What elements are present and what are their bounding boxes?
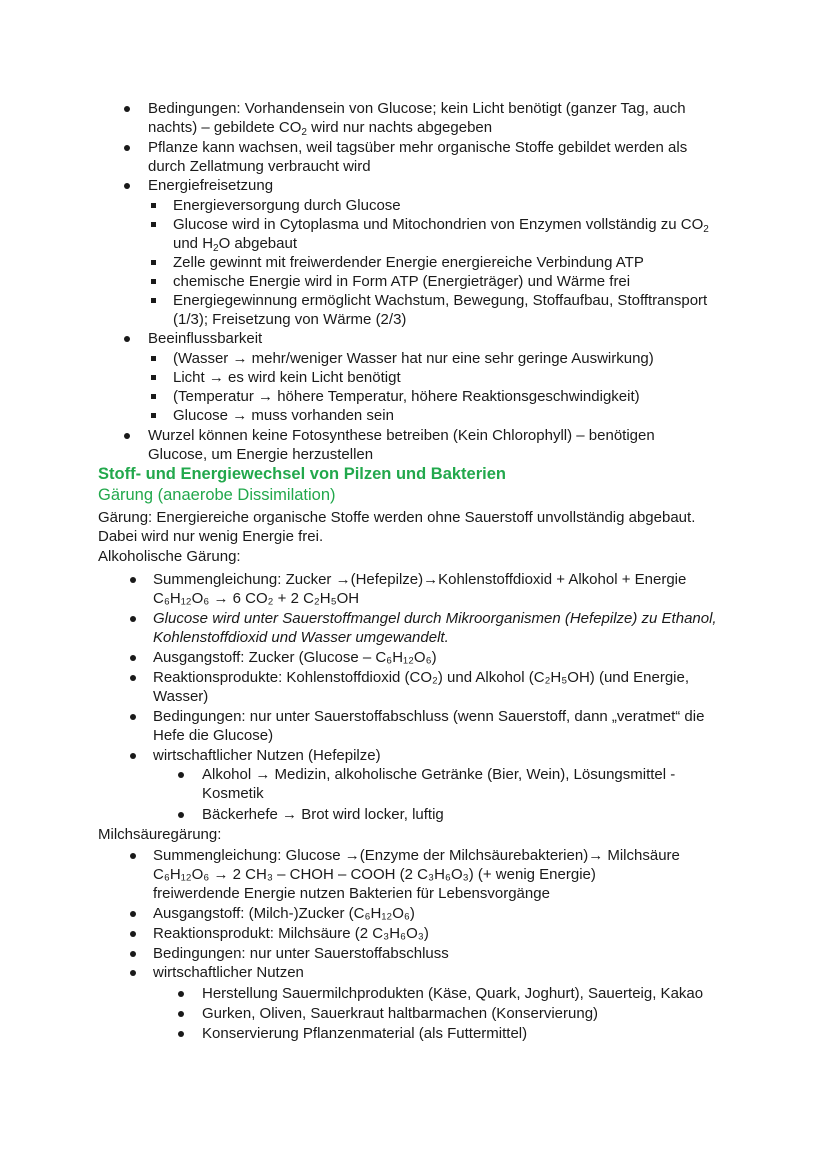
text-line: (1/3); Freisetzung von Wärme (2/3) <box>173 311 407 328</box>
text-line: Glucose wird in Cytoplasma und Mitochondrien von Enzymen vollständig zu $CO_2$ <box>173 216 709 235</box>
text-line: Licht → es wird kein Licht benötigt <box>173 369 401 386</box>
text-line: Dabei wird nur wenig Energie frei. <box>98 528 324 545</box>
text-line: wirtschaftlicher Nutzen (Hefepilze) <box>153 747 381 764</box>
bullet-square-icon <box>151 356 156 361</box>
text-line: Reaktionsprodukte: Kohlenstoffdioxid (CO₂) und Alkohol (C₂H₅OH) (und Energie, <box>153 669 690 686</box>
text-line: C₆H₁₂O₆ → 2 CH₃ – CHOH – COOH (2 C₃H₆O₃) (+ wenig Energie) <box>153 866 596 883</box>
text-line: nachts) – gebildete $CO_2$ wird nur nachts abgegeben <box>148 119 493 138</box>
bullet-dot-icon <box>178 1011 184 1017</box>
section-subheading: Gärung (anaerobe Dissimilation) <box>98 486 336 504</box>
text-line: Kosmetik <box>202 785 264 802</box>
text-line: Bäckerhefe → Brot wird locker, luftig <box>202 806 444 823</box>
text-line: (Wasser → mehr/weniger Wasser hat nur eine sehr geringe Auswirkung) <box>173 350 654 367</box>
text-line: Energiefreisetzung <box>148 177 274 194</box>
text-line: Summengleichung: Zucker →(Hefepilze)→Kohlenstoffdioxid + Alkohol + Energie <box>153 571 687 588</box>
text-line: Hefe die Glucose) <box>153 727 274 744</box>
text-line: Energieversorgung durch Glucose <box>173 197 401 214</box>
bullet-square-icon <box>151 394 156 399</box>
bullet-square-icon <box>151 375 156 380</box>
text-line: Bedingungen: nur unter Sauerstoffabschluss <box>153 945 449 962</box>
bullet-dot-icon <box>130 853 136 859</box>
text-line: Konservierung Pflanzenmaterial (als Futtermittel) <box>202 1025 528 1042</box>
bullet-square-icon <box>151 260 156 265</box>
section-heading: Stoff- und Energiewechsel von Pilzen und Bakterien <box>98 465 506 483</box>
text-line: Bedingungen: nur unter Sauerstoffabschluss (wenn Sauerstoff, dann „veratmet“ die <box>153 708 705 725</box>
bullet-dot-icon <box>124 145 130 151</box>
text-line: Glucose, um Energie herzustellen <box>148 446 374 463</box>
text-line: Ausgangstoff: (Milch-)Zucker (C₆H₁₂O₆) <box>153 905 415 922</box>
bullet-square-icon <box>151 279 156 284</box>
bullet-dot-icon <box>130 951 136 957</box>
text-line: Wasser) <box>153 688 209 705</box>
bullet-dot-icon <box>130 577 136 583</box>
text-line: Reaktionsprodukt: Milchsäure (2 C₃H₆O₃) <box>153 925 429 942</box>
text-line: Zelle gewinnt mit freiwerdender Energie energiereiche Verbindung ATP <box>173 254 644 271</box>
text-line: Wurzel können keine Fotosynthese betreiben (Kein Chlorophyll) – benötigen <box>148 427 655 444</box>
text-line: Kohlenstoffdioxid und Wasser umgewandelt. <box>153 629 449 646</box>
text-line: Pflanze kann wachsen, weil tagsüber mehr organische Stoffe gebildet werden als <box>148 139 688 156</box>
text-line: durch Zellatmung verbraucht wird <box>148 158 371 175</box>
text-line: chemische Energie wird in Form ATP (Energieträger) und Wärme frei <box>173 273 631 290</box>
bullet-square-icon <box>151 413 156 418</box>
bullet-dot-icon <box>130 675 136 681</box>
text-line: Bedingungen: Vorhandensein von Glucose; kein Licht benötigt (ganzer Tag, auch <box>148 100 686 117</box>
bullet-dot-icon <box>178 812 184 818</box>
bullet-dot-icon <box>130 970 136 976</box>
text-line: Beeinflussbarkeit <box>148 330 263 347</box>
text-line: Alkohol → Medizin, alkoholische Getränke (Bier, Wein), Lösungsmittel - <box>202 766 676 783</box>
text-line: Summengleichung: Glucose →(Enzyme der Milchsäurebakterien)→ Milchsäure <box>153 847 680 864</box>
text-line: und $H_2O$ abgebaut <box>173 235 297 254</box>
bullet-dot-icon <box>130 753 136 759</box>
bullet-square-icon <box>151 222 156 227</box>
bullet-dot-icon <box>130 616 136 622</box>
text-line: C₆H₁₂O₆ → 6 CO₂ + 2 C₂H₅OH <box>153 590 360 607</box>
bullet-dot-icon <box>130 655 136 661</box>
text-line: Herstellung Sauermilchprodukten (Käse, Quark, Joghurt), Sauerteig, Kakao <box>202 985 704 1002</box>
bullet-dot-icon <box>130 911 136 917</box>
bullet-dot-icon <box>130 714 136 720</box>
text-line: Glucose → muss vorhanden sein <box>173 407 394 424</box>
text-line: (Temperatur → höhere Temperatur, höhere Reaktionsgeschwindigkeit) <box>173 388 640 405</box>
bullet-square-icon <box>151 298 156 303</box>
bullet-dot-icon <box>178 772 184 778</box>
text-line: wirtschaftlicher Nutzen <box>153 964 304 981</box>
text-line: freiwerdende Energie nutzen Bakterien für Lebensvorgänge <box>153 885 550 902</box>
text-line: Glucose wird unter Sauerstoffmangel durch Mikroorganismen (Hefepilze) zu Ethanol, <box>153 610 717 627</box>
bullet-square-icon <box>151 203 156 208</box>
paragraph-title: Alkoholische Gärung: <box>98 548 241 565</box>
text-line: Gurken, Oliven, Sauerkraut haltbarmachen (Konservierung) <box>202 1005 599 1022</box>
bullet-dot-icon <box>178 1031 184 1037</box>
bullet-dot-icon <box>124 106 130 112</box>
text-line: Energiegewinnung ermöglicht Wachstum, Bewegung, Stoffaufbau, Stofftransport <box>173 292 708 309</box>
text-line: Gärung: Energiereiche organische Stoffe werden ohne Sauerstoff unvollständig abgebaut. <box>98 509 696 526</box>
text-line: Ausgangstoff: Zucker (Glucose – C₆H₁₂O₆) <box>153 649 437 666</box>
bullet-dot-icon <box>124 433 130 439</box>
bullet-dot-icon <box>178 991 184 997</box>
paragraph-title: Milchsäuregärung: <box>98 826 222 843</box>
bullet-dot-icon <box>124 336 130 342</box>
bullet-dot-icon <box>130 931 136 937</box>
bullet-dot-icon <box>124 183 130 189</box>
